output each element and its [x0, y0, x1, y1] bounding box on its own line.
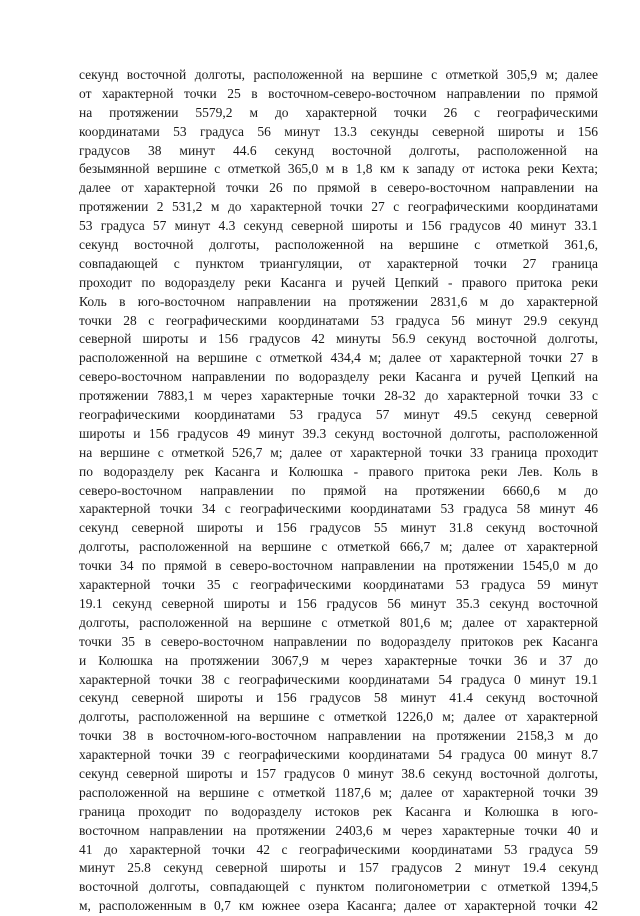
text-line: и Колюшка на протяжении 3067,9 м через характерные точки 36 и 37 до — [79, 652, 598, 668]
text-line: 53 градуса 57 минут 4.3 секунд северной широты и 156 градусов 40 минут 33.1 — [79, 218, 598, 234]
text-line: характерной точки 39 с географическими координатами 54 градуса 00 минут 8.7 — [79, 747, 598, 763]
text-line: характерной точки 38 с географическими координатами 54 градуса 0 минут 19.1 — [79, 671, 598, 687]
text-line: восточном направлении на протяжении 2403,6 м через характерные точки 40 и — [79, 822, 598, 838]
text-line: секунд восточной долготы, расположенной на вершине с отметкой 305,9 м; далее — [79, 67, 598, 82]
text-line: секунд северной широты и 157 градусов 0 минут 38.6 секунд восточной долготы, — [79, 765, 598, 781]
text-line: долготы, расположенной на вершине с отметкой 801,6 м; далее от характерной — [79, 614, 598, 630]
text-line: точки 34 по прямой в северо-восточном направлении на протяжении 1545,0 м до — [79, 558, 598, 574]
text-line: проходит по водоразделу реки Касанга и ручей Цепкий - правого притока реки — [79, 274, 598, 290]
text-line: градусов 38 минут 44.6 секунд восточной долготы, расположенной на — [79, 142, 598, 158]
text-line: долготы, расположенной на вершине с отметкой 666,7 м; далее от характерной — [79, 539, 598, 555]
text-line: совпадающей с пунктом триангуляции, от характерной точки 27 граница — [79, 255, 598, 271]
text-line: координатами 53 градуса 56 минут 13.3 секунды северной широты и 156 — [79, 123, 598, 139]
text-line: протяжении 2 531,2 м до характерной точки 27 с географическими координатами — [79, 199, 598, 215]
text-line: 41 до характерной точки 42 с географическими координатами 53 градуса 59 — [79, 841, 598, 857]
text-line: от характерной точки 25 в восточном-северо-восточном направлении по прямой — [79, 85, 598, 101]
text-line: северной широты и 156 градусов 42 минуты 56.9 секунд восточной долготы, — [79, 331, 598, 347]
text-line: секунд северной широты и 156 градусов 55 минут 31.8 секунд восточной — [79, 520, 598, 536]
text-line: минут 25.8 секунд северной широты и 157 градусов 2 минут 19.4 секунд — [79, 860, 598, 876]
text-line: секунд северной широты и 156 градусов 58 минут 41.4 секунд восточной — [79, 690, 598, 706]
text-line: северо-восточном направлении по прямой на протяжении 6660,6 м до — [79, 482, 598, 498]
text-line: точки 38 в восточном-юго-восточном направлении на протяжении 2158,3 м до — [79, 728, 598, 744]
text-line: граница проходит по водоразделу истоков рек Касанга и Колюшка в юго- — [79, 803, 598, 819]
text-line: широты и 156 градусов 49 минут 39.3 секунд восточной долготы, расположенной — [79, 425, 598, 441]
text-line: расположенной на вершине с отметкой 1187,6 м; далее от характерной точки 39 — [79, 784, 598, 800]
text-line: точки 35 в северо-восточном направлении по водоразделу притоков рек Касанга — [79, 633, 598, 649]
text-line: характерной точки 35 с географическими координатами 53 градуса 59 минут — [79, 577, 598, 593]
text-line: точки 28 с географическими координатами 53 градуса 56 минут 29.9 секунд — [79, 312, 598, 328]
text-line: секунд восточной долготы, расположенной на вершине с отметкой 361,6, — [79, 237, 598, 253]
body-text — [79, 66, 598, 916]
text-line: на протяжении 5579,2 м до характерной точки 26 с географическими — [79, 104, 598, 120]
text-line: географическими координатами 53 градуса 57 минут 49.5 секунд северной — [79, 407, 598, 423]
text-line: протяжении 7883,1 м через характерные точки 28-32 до характерной точки 33 с — [79, 388, 598, 404]
text-line: долготы, расположенной на вершине с отметкой 1226,0 м; далее от характерной — [79, 709, 598, 725]
text-line: северо-восточном направлении по водоразделу реки Касанга и ручей Цепкий на — [79, 369, 598, 385]
text-line: далее от характерной точки 26 по прямой в северо-восточном направлении на — [79, 180, 598, 196]
text-line: безымянной вершине с отметкой 365,0 м в 1,8 км к западу от истока реки Кехта; — [79, 161, 598, 177]
text-line: Коль в юго-восточном направлении на протяжении 2831,6 м до характерной — [79, 293, 598, 309]
text-line: м, расположенным в 0,7 км южнее озера Касанга; далее от характерной точки 42 — [79, 898, 598, 914]
text-line: 19.1 секунд северной широты и 156 градусов 56 минут 35.3 секунд восточной — [79, 595, 598, 611]
text-line: по водоразделу рек Касанга и Колюшка - правого притока реки Лев. Коль в — [79, 463, 598, 479]
text-line: на вершине с отметкой 526,7 м; далее от характерной точки 33 граница проходит — [79, 444, 598, 460]
text-line: восточной долготы, совпадающей с пунктом полигонометрии с отметкой 1394,5 — [79, 879, 598, 895]
text-line: расположенной на вершине с отметкой 434,4 м; далее от характерной точки 27 в — [79, 350, 598, 366]
text-line: характерной точки 34 с географическими координатами 53 градуса 58 минут 46 — [79, 501, 598, 517]
